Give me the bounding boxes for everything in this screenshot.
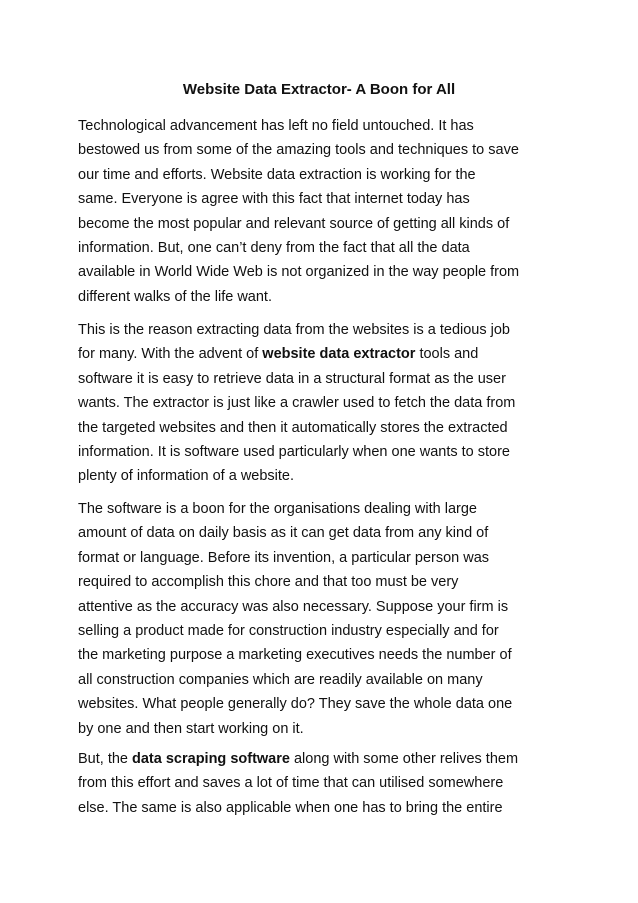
paragraph-1 [78, 114, 560, 309]
text-line: selling a product made for construction industry especially and for [78, 623, 499, 640]
text-line: same. Everyone is agree with this fact that internet today has [78, 191, 470, 208]
document-title: Website Data Extractor- A Boon for All [182, 81, 456, 98]
text-line: else. The same is also applicable when one has to bring the entire [78, 799, 503, 816]
text-line: This is the reason extracting data from the websites is a tedious job [78, 322, 510, 338]
text-run: But, the [78, 751, 133, 767]
text-line: plenty of information of a website. [78, 468, 295, 485]
paragraph-3 [78, 497, 560, 741]
text-line: wants. The extractor is just like a crawler used to fetch the data from [78, 395, 516, 412]
text-line: all construction companies which are readily available on many [78, 671, 483, 688]
text-line: websites. What people generally do? They save the whole data one [78, 696, 513, 713]
text-line: the marketing purpose a marketing executives needs the number of [78, 647, 512, 664]
text-run: for many. With the advent of [78, 346, 263, 363]
bold-keyword-data-scraping-software: data scraping software [132, 751, 290, 767]
paragraph-2 [78, 318, 560, 489]
text-line: information. It is software used particularly when one wants to store [78, 444, 510, 461]
text-line: format or language. Before its invention, a particular person was [78, 549, 490, 566]
text-run: tools and [415, 346, 479, 363]
text-line: available in World Wide Web is not organized in the way people from [78, 264, 520, 281]
bold-keyword-website-data-extractor: website data extractor [262, 346, 416, 363]
text-line: become the most popular and relevant source of getting all kinds of [78, 215, 510, 232]
text-line: bestowed us from some of the amazing tools and techniques to save [78, 142, 519, 159]
text-line: The software is a boon for the organisations dealing with large [78, 501, 477, 517]
text-line [78, 747, 560, 771]
text-line: amount of data on daily basis as it can get data from any kind of [78, 525, 489, 542]
text-line: the targeted websites and then it automatically stores the extracted [78, 419, 508, 436]
paragraph-4 [78, 747, 560, 820]
text-line [78, 342, 560, 366]
text-run: along with some other relives them [289, 751, 519, 767]
text-line: information. But, one can’t deny from the fact that all the data [78, 240, 470, 257]
text-line: our time and efforts. Website data extraction is working for the [78, 166, 476, 183]
text-line: by one and then start working on it. [78, 720, 304, 737]
text-line: Technological advancement has left no field untouched. It has [78, 118, 474, 134]
text-line: different walks of the life want. [78, 288, 272, 305]
text-line: attentive as the accuracy was also necessary. Suppose your firm is [78, 598, 509, 615]
text-line: software it is easy to retrieve data in a structural format as the user [78, 370, 506, 387]
text-line: from this effort and saves a lot of time that can utilised somewhere [78, 775, 504, 792]
text-line: required to accomplish this chore and that too must be very [78, 574, 459, 591]
